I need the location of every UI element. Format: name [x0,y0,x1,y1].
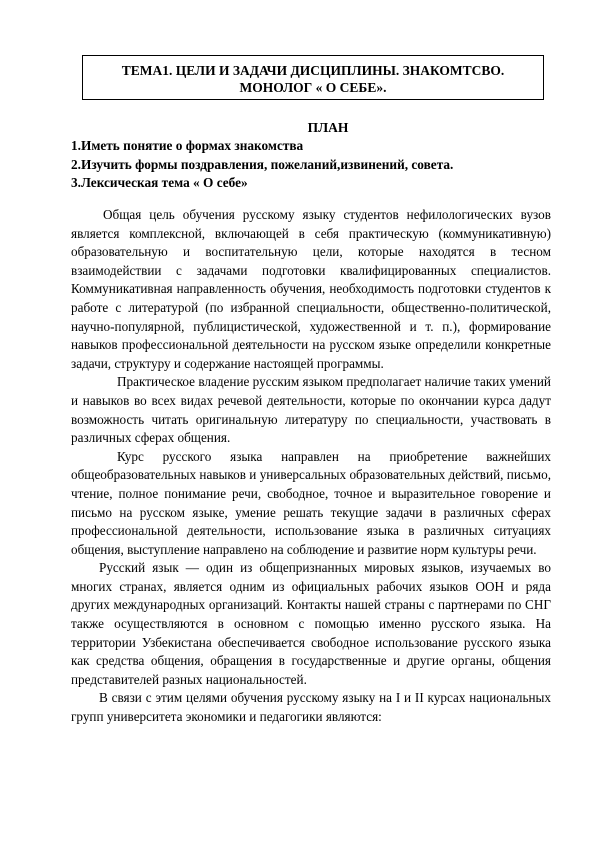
paragraph-course-direction: Курс русского языка направлен на приобретение важнейших общеобразовательных навыков и универсальных образовательных действий, письмо, чтение, полное понимание речи, свободное, точное и выразительное говорение и письмо на русском языке, умение решать текущие задачи в различных сферах профессиональной деятельности, использование языка в различных ситуациях общения, выступление направлено на соблюдение и развитие норм культуры речи. [71,448,551,557]
plan-heading: ПЛАН [307,120,349,135]
body-text [71,206,551,727]
paragraph-practical-mastery: Практическое владение русским языком предполагает наличие таких умений и навыков во всех видах речевой деятельности, которые по окончании курса дадут возможность читать оригинальную литературу по специальности, участвовать в различных сферах общения. [71,374,551,446]
paragraph-goals-intro: В связи с этим целями обучения русскому языку на I и II курсах национальных групп университета экономики и педагогики являются: [71,690,551,725]
topic-title-box [82,55,544,100]
topic-title-line-1: ТЕМА1. ЦЕЛИ И ЗАДАЧИ ДИСЦИПЛИНЫ. ЗНАКОМТСВО. [121,63,505,78]
topic-title-line-2: МОНОЛОГ « О СЕБЕ». [239,80,387,95]
plan-item: 3.Лексическая тема « О себе» [71,175,248,190]
plan-item: 1.Иметь понятие о формах знакомства [71,138,304,153]
paragraph-russian-world-language: Русский язык — один из общепризнанных мировых языков, изучаемых во многих странах, является одним из официальных рабочих языков ООН и ряда других международных организаций. Контакты нашей страны с партнерами по СНГ также осуществляются в основном с помощью именно русского языка. На территории Узбекистана обеспечивается свободное использование русского языка как средства общения, обращения в государственные и другие органы, общения представителей разных национальностей. [71,560,551,687]
plan-list [71,137,551,193]
paragraph-general-goal: Общая цель обучения русскому языку студентов нефилологических вузов является комплексной, включающей в себя практическую (коммуникативную) образовательную и воспитательную цели, которые находятся в тесном взаимодействии с задачами подготовки квалифицированных специалистов. Коммуникативная направленность обучения, необходимость подготовки студентов к работе с литературой (по избранной специальности, общественно-политической, научно-популярной, публицистической, художественной и т. п.), формирование навыков профессиональной деятельности на русском языке определили конкретные задачи, структуру и содержание настоящей программы. [71,207,551,371]
plan-item: 2.Изучить формы поздравления, пожеланий,извинений, совета. [71,156,454,172]
